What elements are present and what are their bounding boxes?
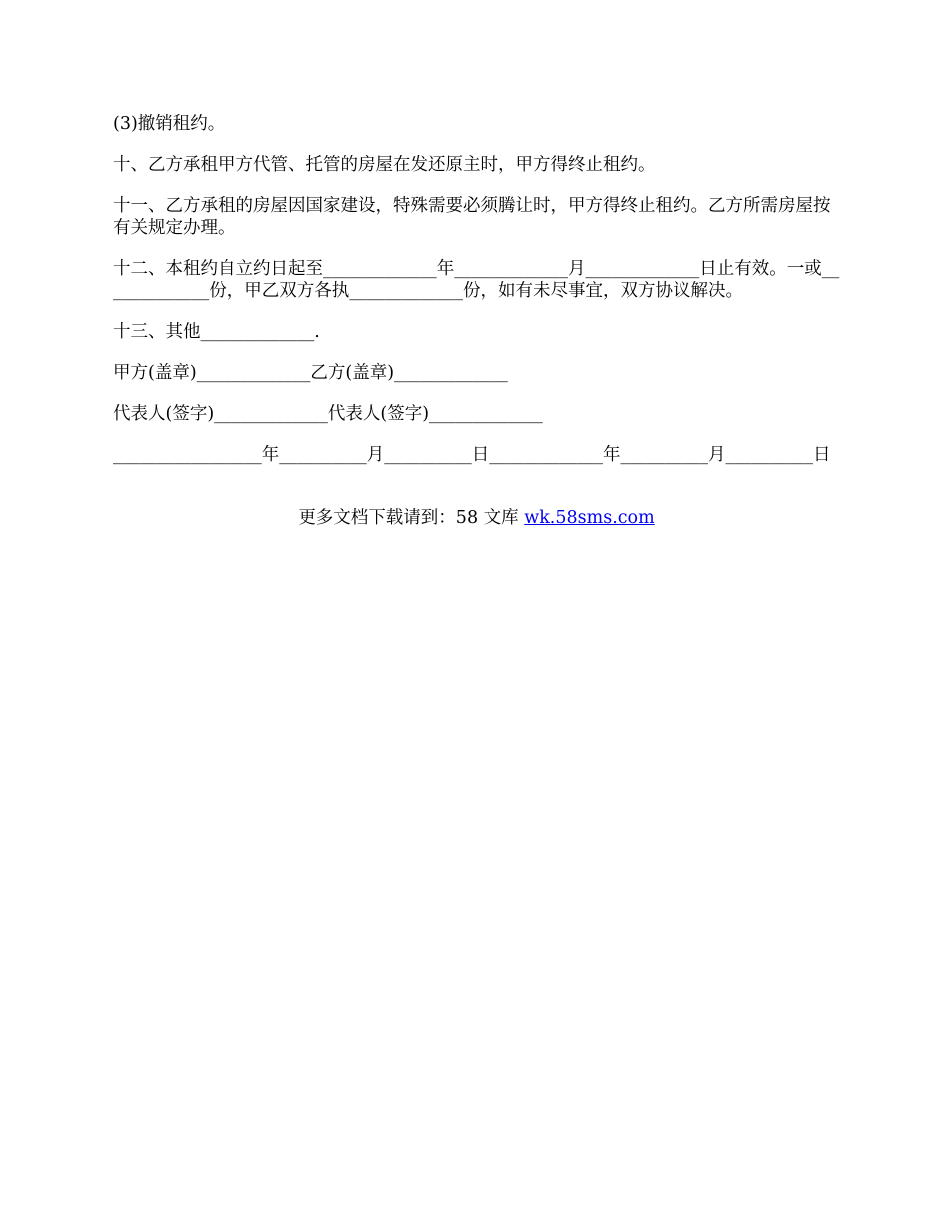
party-seal-line: 甲方(盖章)_____________乙方(盖章)_____________ [113,363,508,383]
document-body [113,113,840,485]
paragraph-revoke-lease: (3)撤销租约。 [113,114,226,134]
paragraph-clause-12: 十二、本租约自立约日起至_____________年_____________月_____________日止有效。一或_____________份，甲乙双方各执_____________份，如有未尽事宜，双方协议解决。 [113,259,840,301]
paragraph-clause-10: 十、乙方承租甲方代管、托管的房屋在发还原主时，甲方得终止租约。 [113,155,656,175]
paragraph-clause-11: 十一、乙方承租的房屋因国家建设，特殊需要必须腾让时，甲方得终止租约。乙方所需房屋按有关规定办理。 [113,196,831,238]
paragraph-clause-13: 十三、其他_____________. [113,322,320,342]
representative-signature-line: 代表人(签字)_____________代表人(签字)_____________ [113,404,543,424]
date-line: _________________年__________月__________日_____________年__________月__________日 [113,445,831,465]
footer-text: 更多文档下载请到：58 文库 [298,508,525,528]
footer [113,507,840,529]
footer-link[interactable]: wk.58sms.com [524,508,655,528]
